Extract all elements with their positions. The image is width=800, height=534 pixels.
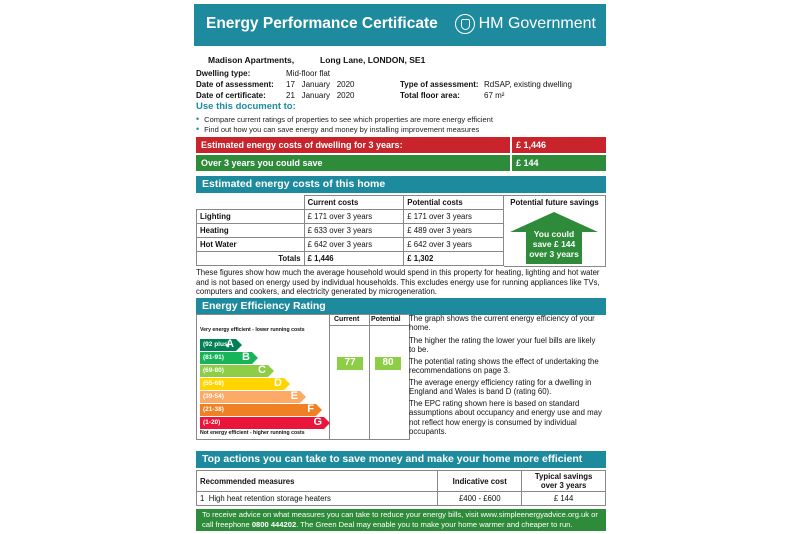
potential-rating-arrow: [375, 357, 401, 370]
dwelling-type-value: Mid-floor flat: [286, 69, 331, 78]
gov-label: HM Government: [478, 15, 596, 32]
rating-text-2: The higher the rating the lower your fuel bills are likely to be.: [409, 336, 596, 355]
rating-band-d: (55-68) D: [200, 378, 284, 390]
bullet-icon: •: [196, 114, 200, 124]
address-line2: Long Lane, LONDON, SE1: [320, 55, 426, 65]
costs-note: These figures show how much the average household would spend in this property for heating, lighting and hot water and is not based on energy used by individual households. This excludes energy use for running appliances like TVs, computers and cookers, and electricity generated by microgeneration.: [196, 268, 600, 297]
footer-advice: To receive advice on what measures you can take to reduce your energy bills, visit www.simpleenergyadvice.org.uk or call freephone 0800 444202. The Green Deal may enable you to make your home warmer and cheaper to run.: [196, 509, 606, 531]
totals-row: Totals £ 1,446 £ 1,302: [197, 252, 504, 266]
royal-crest-icon: [455, 14, 475, 34]
actions-heading-bar: Top actions you can take to save money and make your home more efficient: [196, 451, 606, 468]
col-future-savings: Potential future savings: [510, 198, 599, 207]
rating-band-a: (92 plus) A: [200, 339, 236, 351]
type-assessment-label: Type of assessment:: [400, 80, 479, 89]
estimated-cost-bar: Estimated energy costs of dwelling for 3 years: £ 1,446: [196, 137, 606, 153]
actions-table: [196, 470, 606, 506]
floor-area-label: Total floor area:: [400, 91, 460, 100]
epc-document: [194, 4, 606, 530]
use-heading: Use this document to:: [196, 101, 296, 112]
page-title: Energy Performance Certificate: [206, 15, 438, 32]
table-row: Heating £ 633 over 3 years £ 489 over 3 years: [197, 224, 504, 238]
col-current-costs: Current costs: [304, 196, 404, 210]
col-recommended-measures: Recommended measures: [197, 471, 438, 492]
header-banner: [194, 4, 606, 46]
costs-heading-bar: Estimated energy costs of this home: [196, 176, 606, 193]
table-row: 1 High heat retention storage heaters £400 - £600 £ 144: [197, 492, 606, 506]
rating-band-b: (81-91) B: [200, 352, 252, 364]
rating-band-f: (21-38) F: [200, 404, 316, 416]
hm-government-logo: [455, 14, 596, 34]
rating-heading-bar: Energy Efficiency Rating: [196, 298, 606, 315]
col-current: Current: [334, 316, 360, 323]
date-certificate-value: 21 January 2020: [286, 91, 355, 100]
costs-table: [196, 195, 504, 266]
bottom-note: Not energy efficient - higher running costs: [200, 430, 305, 436]
current-rating-value: 77: [344, 357, 356, 368]
savings-arrow-text: You could save £ 144 over 3 years: [529, 229, 579, 259]
use-bullet-2: • Find out how you can save energy and money by installing improvement measures: [196, 124, 480, 134]
rating-text-5: The EPC rating shown here is based on standard assumptions about occupancy and energy use and may not reflect how energy is consumed by individual occupants.: [409, 399, 602, 437]
date-certificate-label: Date of certificate:: [196, 91, 266, 100]
table-row: Hot Water £ 642 over 3 years £ 642 over 3 years: [197, 238, 504, 252]
table-row: Lighting £ 171 over 3 years £ 171 over 3 years: [197, 210, 504, 224]
rating-text-4: The average energy efficiency rating for a dwelling in England and Wales is band D (rating 60).: [409, 378, 592, 397]
date-assessment-label: Date of assessment:: [196, 80, 274, 89]
potential-rating-value: 80: [382, 357, 394, 368]
savings-bar: Over 3 years you could save £ 144: [196, 155, 606, 171]
col-indicative-cost: Indicative cost: [438, 471, 522, 492]
future-savings-box: [504, 195, 606, 267]
rating-text-3: The potential rating shows the effect of undertaking the recommendations on page 3.: [409, 357, 599, 376]
floor-area-value: 67 m²: [484, 91, 505, 100]
date-assessment-value: 17 January 2020: [286, 80, 355, 89]
efficiency-chart: [196, 314, 410, 440]
rating-band-g: (1-20) G: [200, 417, 324, 429]
current-rating-arrow: [337, 357, 363, 370]
dwelling-type-label: Dwelling type:: [196, 69, 251, 78]
freephone-number: 0800 444202: [251, 520, 297, 529]
bullet-icon: •: [196, 124, 200, 134]
rating-band-e: (39-54) E: [200, 391, 300, 403]
top-note: Very energy efficient - lower running costs: [200, 327, 305, 333]
col-potential: Potential: [371, 316, 401, 323]
type-assessment-value: RdSAP, existing dwelling: [484, 80, 572, 89]
col-typical-savings: Typical savings over 3 years: [522, 471, 606, 492]
rating-text-1: The graph shows the current energy efficiency of your home.: [409, 314, 595, 333]
use-bullet-1: • Compare current ratings of properties to see which properties are more energy efficient: [196, 114, 493, 124]
address-line1: Madison Apartments,: [208, 55, 295, 65]
rating-band-c: (69-80) C: [200, 365, 268, 377]
col-potential-costs: Potential costs: [404, 196, 504, 210]
